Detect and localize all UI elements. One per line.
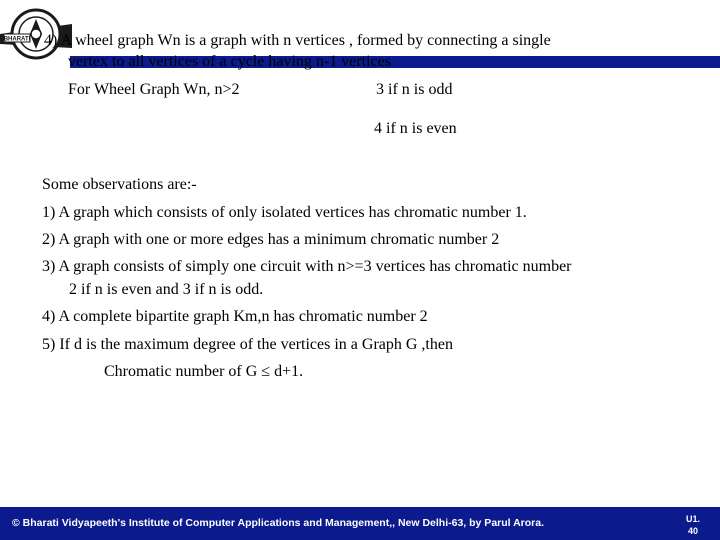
observation-3-line2: 2 if n is even and 3 if n is odd. xyxy=(69,281,264,298)
wheel-graph-definition-line1: 4) A wheel graph Wn is a graph with n vertices , formed by connecting a single xyxy=(44,32,551,49)
wheel-even-case: 4 if n is even xyxy=(374,120,457,137)
wheel-odd-case: 3 if n is odd xyxy=(376,81,453,98)
observation-1: 1) A graph which consists of only isolated vertices has chromatic number 1. xyxy=(42,204,527,221)
observations-intro: Some observations are:- xyxy=(42,176,197,193)
wheel-graph-definition-line2: vertex to all vertices of a cycle having n-1 vertices xyxy=(68,53,391,70)
observation-3-line1: 3) A graph consists of simply one circuit with n>=3 vertices has chromatic number xyxy=(42,258,572,275)
observation-5-line1: 5) If d is the maximum degree of the vertices in a Graph G ,then xyxy=(42,336,453,353)
slide-number xyxy=(680,513,706,537)
slide-page: 40 xyxy=(687,526,698,536)
footer-bar xyxy=(0,507,720,540)
observation-5-line2: Chromatic number of G ≤ d+1. xyxy=(104,363,304,380)
observation-2: 2) A graph with one or more edges has a minimum chromatic number 2 xyxy=(42,231,500,248)
slide-unit: U1. xyxy=(685,514,700,524)
wheel-graph-label: For Wheel Graph Wn, n>2 xyxy=(68,81,240,98)
footer-credit: © Bharati Vidyapeeth's Institute of Computer Applications and Management,, New Delhi-63, by Parul Arora. xyxy=(12,517,545,529)
svg-text:BHARATI: BHARATI xyxy=(3,36,31,43)
observation-4: 4) A complete bipartite graph Km,n has chromatic number 2 xyxy=(42,308,428,325)
